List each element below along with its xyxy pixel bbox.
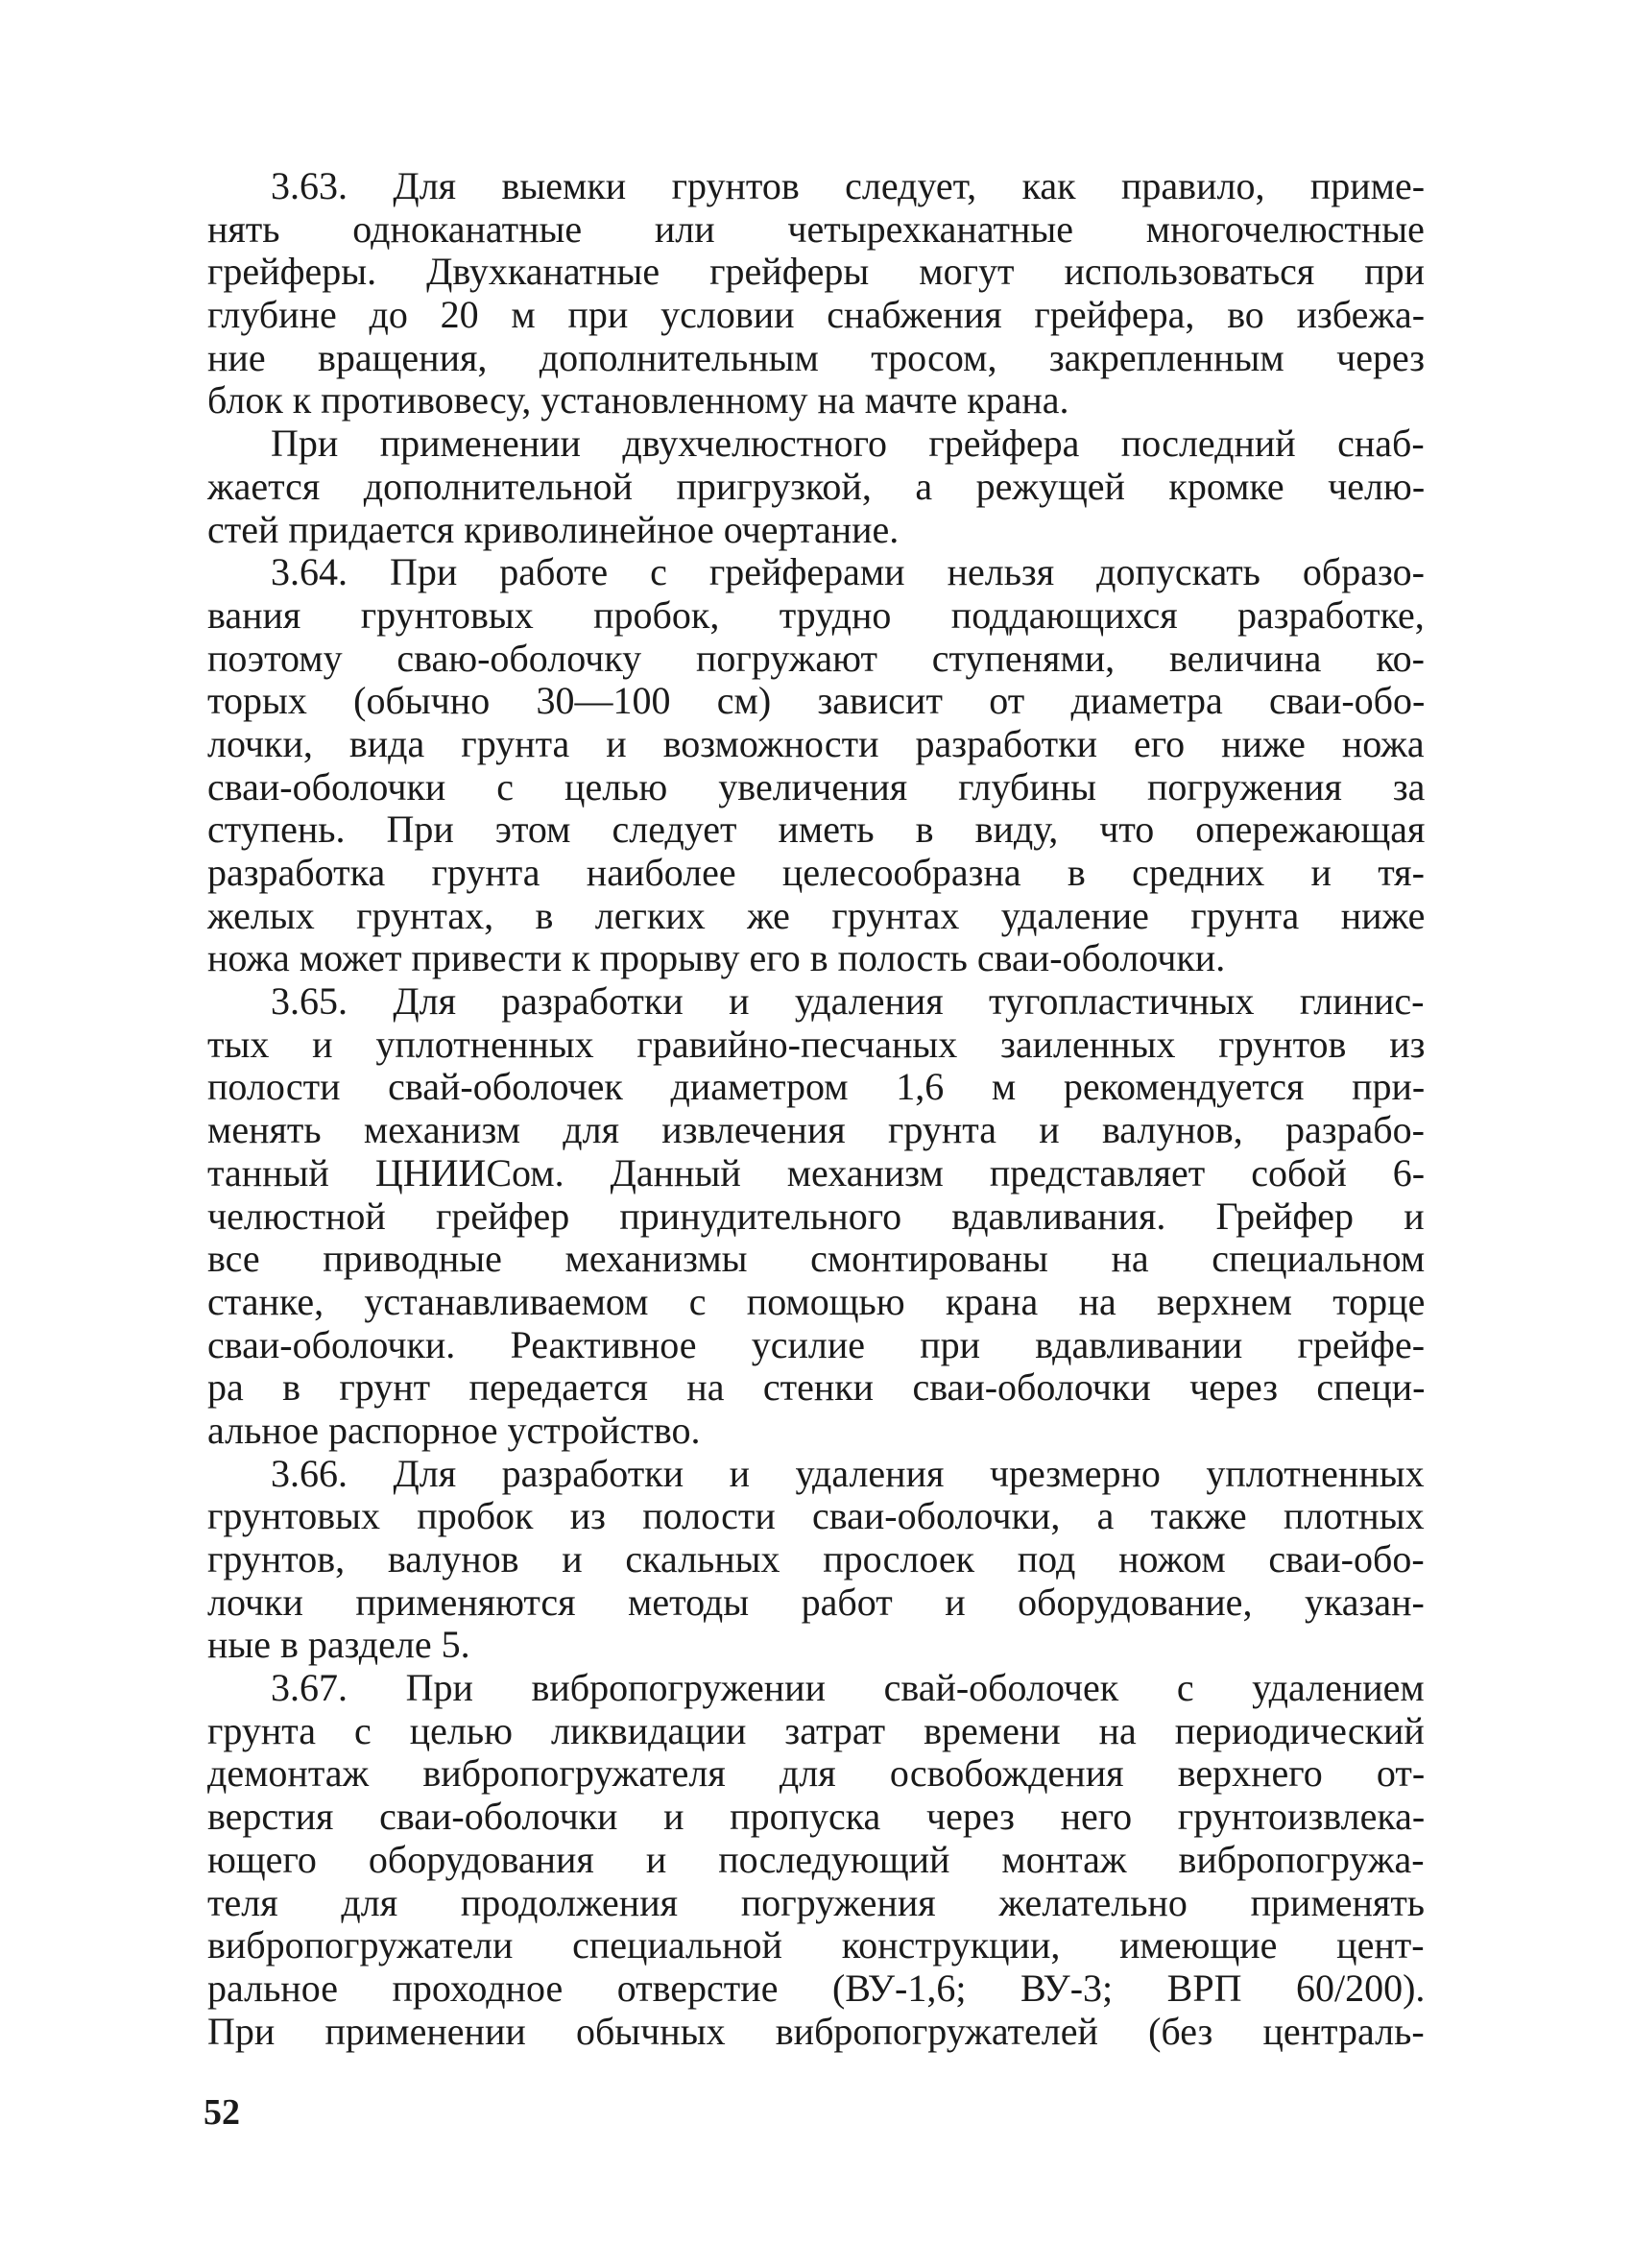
text-line: ступень. При этом следует иметь в виду, что опережающая <box>207 808 1426 852</box>
page-number: 52 <box>204 2092 240 2133</box>
text-line: верстия сваи-оболочки и пропуска через него грунтоизвлека- <box>207 1795 1426 1839</box>
text-line: ющего оборудования и последующий монтаж вибропогружа- <box>207 1837 1425 1881</box>
text-line: грунта с целью ликвидации затрат времени на периодический <box>207 1708 1425 1752</box>
text-line: разработка грунта наиболее целесообразна в средних и тя- <box>207 851 1425 894</box>
text-line: полости свай-оболочек диаметром 1,6 м рекомендуется при- <box>207 1065 1426 1109</box>
text-line: 3.67. При вибропогружении свай-оболочек с удалением <box>271 1666 1425 1710</box>
text-line: станке, устанавливаемом с помощью крана на верхнем торце <box>207 1279 1426 1323</box>
text-line: ральное проходное отверстие (ВУ-1,6; ВУ-3; ВРП 60/200). <box>207 1966 1426 2010</box>
body-text <box>207 165 1425 2053</box>
text-line: стей придается криволинейное очертание. <box>207 507 900 551</box>
text-line: 3.65. Для разработки и удаления тугопластичных глинис- <box>271 979 1425 1024</box>
text-line: ножа может привести к прорыву его в полость сваи-оболочки. <box>207 936 1226 980</box>
text-line: ные в разделе 5. <box>207 1623 470 1667</box>
text-line: теля для продолжения погружения желательно применять <box>207 1880 1426 1924</box>
text-line: менять механизм для извлечения грунта и валунов, разрабо- <box>207 1108 1425 1152</box>
text-line: лочки, вида грунта и возможности разработки его ниже ножа <box>207 721 1425 765</box>
text-line: 3.66. Для разработки и удаления чрезмерно уплотненных <box>271 1451 1425 1495</box>
text-line: При применении обычных вибропогружателей (без централь- <box>207 2009 1425 2053</box>
text-line: поэтому сваю-оболочку погружают ступенями, величина ко- <box>207 636 1425 680</box>
text-line: альное распорное устройство. <box>207 1408 701 1452</box>
text-line: блок к противовесу, установленному на мачте крана. <box>207 378 1069 422</box>
text-line: 3.64. При работе с грейферами нельзя допускать образо- <box>271 550 1425 594</box>
text-line: челюстной грейфер принудительного вдавливания. Грейфер и <box>207 1194 1425 1238</box>
text-line: 3.63. Для выемки грунтов следует, как правило, приме- <box>271 164 1426 207</box>
text-line: тых и уплотненных гравийно-песчаных заиленных грунтов из <box>207 1022 1426 1066</box>
text-line: лочки применяются методы работ и оборудование, указан- <box>207 1580 1425 1624</box>
text-line: ние вращения, дополнительным тросом, закрепленным через <box>207 335 1426 379</box>
text-line: сваи-оболочки с целью увеличения глубины погружения за <box>207 764 1426 808</box>
text-line: нять одноканатные или четырехканатные многочелюстные <box>207 206 1425 251</box>
text-line: ра в грунт передается на стенки сваи-оболочки через специ- <box>207 1365 1426 1410</box>
text-line: вибропогружатели специальной конструкции, имеющие цент- <box>207 1923 1425 1967</box>
text-line: жается дополнительной пригрузкой, а режущей кромке челю- <box>207 464 1426 508</box>
text-line: торых (обычно 30—100 см) зависит от диаметра сваи-обо- <box>207 679 1426 723</box>
text-line: все приводные механизмы смонтированы на специальном <box>207 1237 1426 1281</box>
text-line: демонтаж вибропогружателя для освобождения верхнего от- <box>207 1751 1426 1796</box>
text-line: желых грунтах, в легких же грунтах удаление грунта ниже <box>207 893 1426 937</box>
text-line: грунтов, валунов и скальных прослоек под ножом сваи-обо- <box>207 1537 1425 1580</box>
text-line: глубине до 20 м при условии снабжения грейфера, во избежа- <box>207 293 1426 337</box>
text-line: грунтовых пробок из полости сваи-оболочки, а также плотных <box>207 1494 1425 1538</box>
text-line: сваи-оболочки. Реактивное усилие при вдавливании грейфе- <box>207 1322 1426 1366</box>
text-line: грейферы. Двухканатные грейферы могут использоваться при <box>207 250 1426 294</box>
text-line: вания грунтовых пробок, трудно поддающихся разработке, <box>207 592 1425 637</box>
text-line: танный ЦНИИСом. Данный механизм представляет собой 6- <box>207 1150 1426 1194</box>
text-line: При применении двухчелюстного грейфера последний снаб- <box>271 422 1425 466</box>
